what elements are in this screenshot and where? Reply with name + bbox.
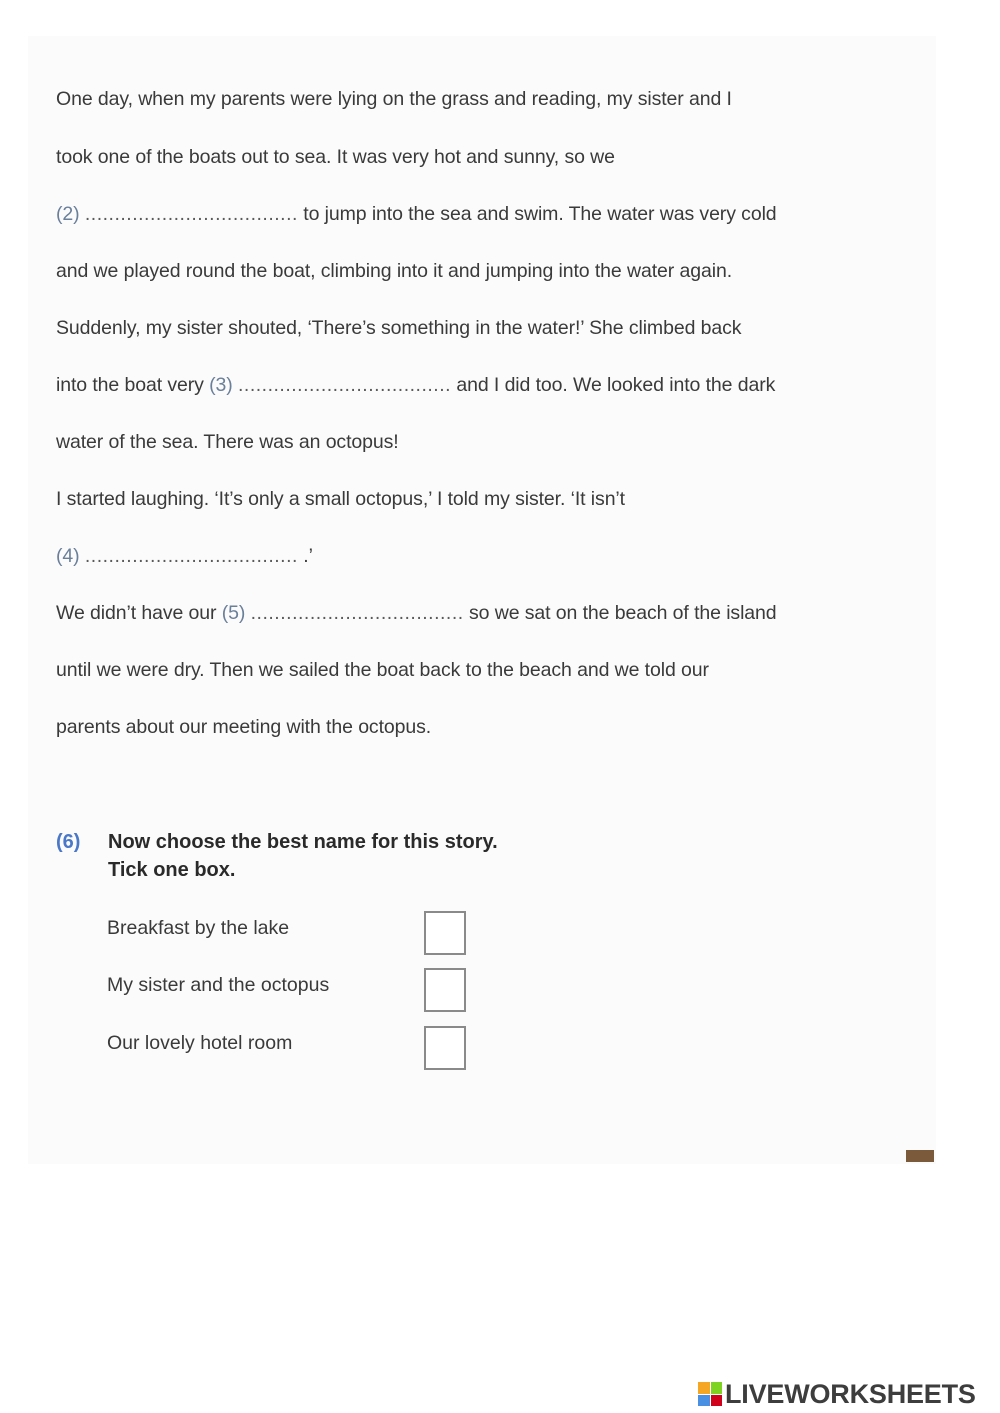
gap-number-2: (2) — [56, 203, 80, 225]
story-text: into the boat very — [56, 374, 204, 396]
gap-5-blank[interactable]: .................................... — [250, 602, 464, 624]
story-line: water of the sea. There was an octopus! — [56, 431, 399, 453]
liveworksheets-brand — [698, 1377, 976, 1411]
page-corner-mark — [906, 1150, 934, 1162]
story-text: We didn’t have our — [56, 602, 217, 624]
option-label: My sister and the octopus — [107, 974, 330, 996]
option-label: Our lovely hotel room — [107, 1032, 293, 1054]
story-line: Suddenly, my sister shouted, ‘There’s something in the water!’ She climbed back — [56, 317, 742, 339]
gap-number-3: (3) — [209, 374, 233, 396]
story-text: and I did too. We looked into the dark — [456, 374, 776, 396]
story-text: .’ — [303, 545, 313, 567]
gap-3-blank[interactable]: .................................... — [238, 374, 452, 396]
story-line-gap-5 — [56, 602, 777, 625]
story-line: took one of the boats out to sea. It was very hot and sunny, so we — [56, 146, 615, 168]
story-line: One day, when my parents were lying on the grass and reading, my sister and I — [56, 88, 732, 110]
option-label: Breakfast by the lake — [107, 917, 290, 939]
story-line-gap-4 — [56, 545, 313, 568]
brand-name: LIVEWORKSHEETS — [725, 1378, 976, 1409]
question-number: (6) — [56, 831, 81, 853]
tick-box-option-1[interactable] — [424, 911, 466, 955]
story-line: and we played round the boat, climbing into it and jumping into the water again. — [56, 260, 733, 282]
question-prompt: Now choose the best name for this story. — [108, 831, 498, 853]
tick-box-option-2[interactable] — [424, 968, 466, 1012]
story-line: until we were dry. Then we sailed the boat back to the beach and we told our — [56, 659, 709, 681]
story-line-gap-2 — [56, 203, 777, 226]
gap-number-5: (5) — [221, 602, 246, 624]
liveworksheets-logo-icon — [698, 1382, 722, 1406]
gap-number-4: (4) — [56, 545, 80, 567]
story-line: I started laughing. ‘It’s only a small octopus,’ I told my sister. ‘It isn’t — [56, 488, 625, 510]
question-instruction: Tick one box. — [108, 859, 236, 881]
story-line-gap-3 — [56, 374, 775, 397]
story-text: to jump into the sea and swim. The water was very cold — [303, 203, 777, 225]
tick-box-option-3[interactable] — [424, 1026, 466, 1070]
story-text: so we sat on the beach of the island — [469, 602, 777, 624]
gap-2-blank[interactable]: .................................... — [84, 203, 298, 225]
story-line: parents about our meeting with the octopus. — [56, 716, 432, 738]
gap-4-blank[interactable]: .................................... — [84, 545, 298, 567]
